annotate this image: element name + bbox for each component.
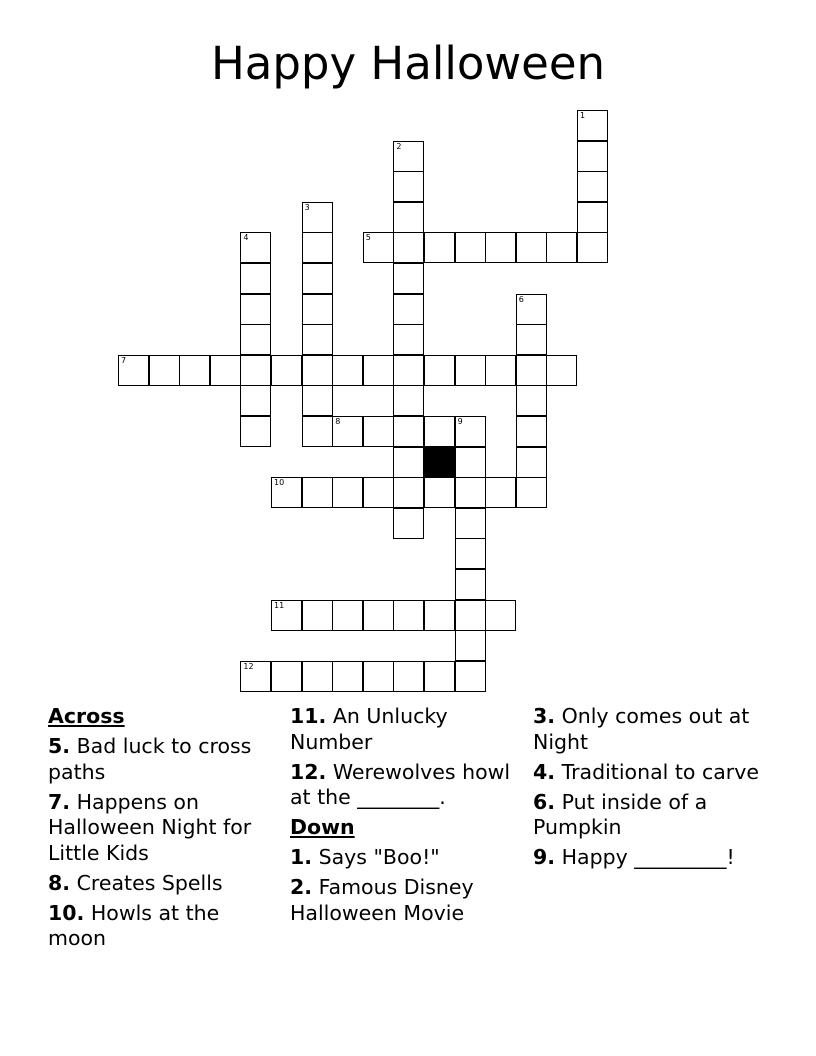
grid-cell[interactable] [393, 447, 424, 478]
clue-down-4: 4. Traditional to carve [533, 759, 759, 784]
grid-cell[interactable] [240, 263, 271, 294]
grid-cell[interactable] [485, 477, 516, 508]
grid-cell[interactable] [393, 385, 424, 416]
grid-cell[interactable] [302, 661, 333, 692]
grid-cell[interactable] [271, 355, 302, 386]
grid-cell-10[interactable] [271, 477, 302, 508]
grid-cell[interactable] [302, 416, 333, 447]
grid-cell[interactable] [424, 232, 455, 263]
grid-cell[interactable] [302, 324, 333, 355]
grid-cell[interactable] [302, 385, 333, 416]
grid-cell[interactable] [424, 661, 455, 692]
clue-down-1: 1. Says "Boo!" [290, 845, 440, 869]
down-heading: Down [290, 815, 355, 839]
clue-across-8: 8. Creates Spells [48, 870, 223, 895]
grid-cell[interactable] [363, 477, 394, 508]
grid-cell[interactable] [393, 324, 424, 355]
grid-cell[interactable] [577, 232, 608, 263]
clue-down-2: 2. Famous Disney Halloween Movie [290, 875, 474, 925]
grid-cell[interactable] [240, 385, 271, 416]
grid-cell[interactable] [516, 416, 547, 447]
grid-cell[interactable] [302, 600, 333, 631]
grid-cell-5[interactable] [363, 232, 394, 263]
clue-column-1 [48, 704, 278, 956]
grid-cell[interactable] [455, 538, 486, 569]
grid-cell-3[interactable] [302, 202, 333, 233]
grid-cell[interactable] [363, 661, 394, 692]
clue-number: 1 [580, 111, 586, 120]
grid-cell[interactable] [424, 416, 455, 447]
grid-cell[interactable] [393, 202, 424, 233]
grid-cell[interactable] [455, 447, 486, 478]
grid-cell[interactable] [393, 477, 424, 508]
grid-cell[interactable] [271, 661, 302, 692]
clue-number: 4 [243, 233, 249, 243]
clue-number: 12 [243, 661, 254, 671]
grid-cell[interactable] [485, 355, 516, 386]
grid-cell[interactable] [302, 294, 333, 325]
clue-across-11: 11. An Unlucky Number [290, 704, 448, 754]
grid-cell[interactable] [210, 355, 241, 386]
clue-number: 2 [396, 141, 402, 151]
clue-down-9: 9. Happy _________! [533, 845, 735, 869]
clue-number: 11 [274, 600, 285, 610]
grid-cell-1[interactable] [577, 110, 608, 141]
clue-down-6: 6. Put inside of a Pumpkin [533, 789, 708, 839]
grid-cell[interactable] [577, 202, 608, 233]
grid-cell[interactable] [240, 355, 271, 386]
grid-cell[interactable] [516, 447, 547, 478]
grid-cell[interactable] [332, 661, 363, 692]
grid-cell[interactable] [424, 477, 455, 508]
grid-cell-12[interactable] [240, 661, 271, 692]
clue-number: 6 [518, 294, 524, 304]
grid-cell[interactable] [179, 355, 210, 386]
grid-cell-11[interactable] [271, 600, 302, 631]
grid-cell[interactable] [455, 569, 486, 600]
clue-number: 9 [457, 417, 463, 426]
clue-column-2 [290, 704, 520, 931]
grid-cell[interactable] [577, 141, 608, 172]
grid-cell[interactable] [240, 324, 271, 355]
grid-cell[interactable] [516, 324, 547, 355]
grid-cell[interactable] [455, 355, 486, 386]
grid-cell[interactable] [393, 416, 424, 447]
grid-cell[interactable] [393, 232, 424, 263]
grid-cell-2[interactable] [393, 141, 424, 172]
grid-cell[interactable] [393, 600, 424, 631]
grid-cell[interactable] [546, 355, 577, 386]
clue-across-5: 5. Bad luck to cross paths [48, 734, 252, 784]
clue-column-3 [533, 704, 763, 875]
grid-cell[interactable] [455, 661, 486, 692]
grid-cell[interactable] [240, 416, 271, 447]
grid-cell[interactable] [455, 508, 486, 539]
grid-cell[interactable] [302, 263, 333, 294]
clue-number: 8 [335, 417, 341, 426]
clue-across-12: 12. Werewolves howl at the ________. [290, 759, 511, 809]
grid-cell[interactable] [240, 294, 271, 325]
grid-cell-6[interactable] [516, 294, 547, 325]
clue-number: 5 [365, 233, 371, 243]
grid-cell[interactable] [577, 171, 608, 202]
grid-cell[interactable] [546, 232, 577, 263]
grid-cell[interactable] [393, 661, 424, 692]
grid-cell-9[interactable] [455, 416, 486, 447]
grid-cell-7[interactable] [118, 355, 149, 386]
grid-cell[interactable] [332, 600, 363, 631]
grid-cell[interactable] [302, 232, 333, 263]
clue-down-3: 3. Only comes out at Night [533, 704, 750, 754]
grid-cell-8[interactable] [332, 416, 363, 447]
grid-cell[interactable] [485, 232, 516, 263]
grid-cell[interactable] [363, 416, 394, 447]
clue-across-10: 10. Howls at the moon [48, 900, 220, 950]
grid-cell[interactable] [516, 355, 547, 386]
grid-cell[interactable] [302, 477, 333, 508]
grid-cell[interactable] [455, 477, 486, 508]
black-cell [424, 447, 455, 478]
grid-cell[interactable] [455, 232, 486, 263]
grid-cell[interactable] [363, 355, 394, 386]
clue-across-7: 7. Happens on Halloween Night for Little Kids [48, 789, 252, 865]
grid-cell-4[interactable] [240, 232, 271, 263]
grid-cell[interactable] [424, 600, 455, 631]
grid-cell[interactable] [393, 355, 424, 386]
grid-cell[interactable] [393, 294, 424, 325]
grid-cell[interactable] [149, 355, 180, 386]
across-heading: Across [48, 704, 125, 728]
grid-cell[interactable] [455, 630, 486, 661]
grid-cell[interactable] [332, 477, 363, 508]
puzzle-title: Happy Halloween [210, 37, 606, 90]
grid-cell[interactable] [516, 232, 547, 263]
grid-cell[interactable] [485, 600, 516, 631]
grid-cell[interactable] [363, 600, 394, 631]
grid-cell[interactable] [455, 600, 486, 631]
grid-cell[interactable] [424, 355, 455, 386]
grid-cell[interactable] [393, 263, 424, 294]
clue-number: 10 [274, 478, 285, 488]
grid-cell[interactable] [516, 385, 547, 416]
grid-cell[interactable] [516, 477, 547, 508]
grid-cell[interactable] [302, 355, 333, 386]
grid-cell[interactable] [393, 171, 424, 202]
clue-number: 3 [304, 202, 310, 212]
grid-cell[interactable] [332, 355, 363, 386]
clue-number: 7 [121, 355, 127, 365]
grid-cell[interactable] [393, 508, 424, 539]
